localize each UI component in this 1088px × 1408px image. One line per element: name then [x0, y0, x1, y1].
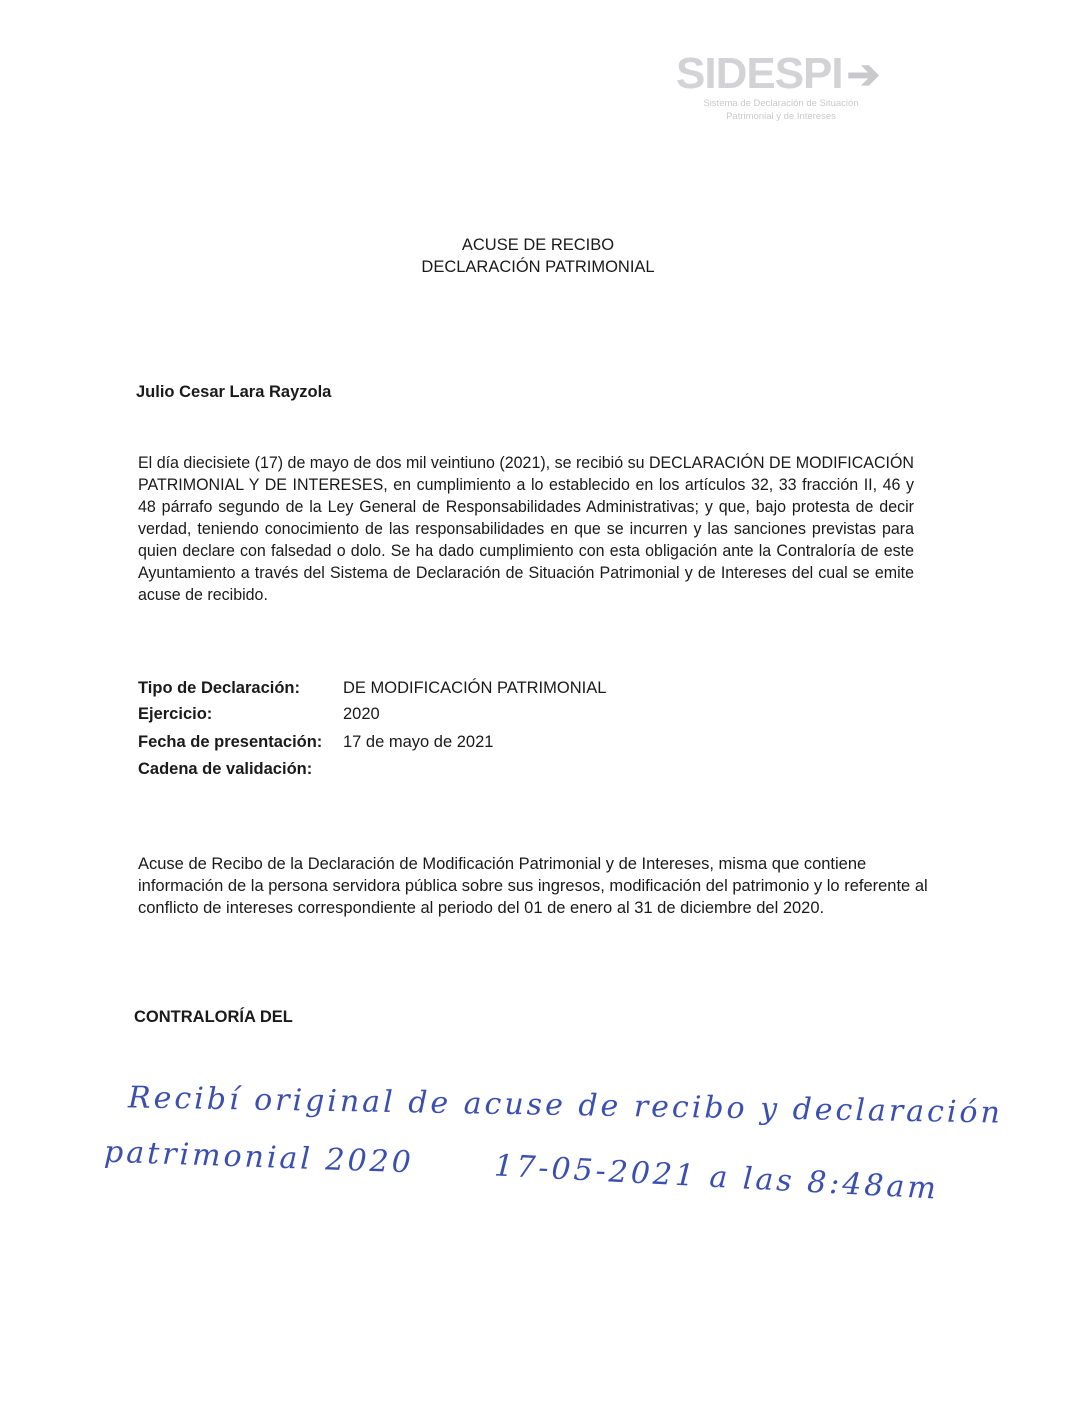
sidespi-logo	[676, 49, 896, 123]
body-paragraph: El día diecisiete (17) de mayo de dos mil veintiuno (2021), se recibió su DECLARACIÓN DE MODIFICACIÓN PATRIMONIAL Y DE INTERESES, en cumplimiento a lo establecido en los artículos 32, 33 fracción II, 46 y 48 párrafo segundo de la Ley General de Responsabilidades Administrativas; y que, bajo protesta de decir verdad, teniendo conocimiento de las responsabilidades en que se incurren y las sanciones previstas para quien declare con falsedad o dolo. Se ha dado cumplimiento con esta obligación ante la Contraloría de este Ayuntamiento a través del Sistema de Declaración de Situación Patrimonial y de Intereses del cual se emite acuse de recibido.	[138, 454, 914, 604]
field-label: Fecha de presentación:	[138, 733, 323, 751]
handwritten-line-1: Recibí original de acuse de recibo y declaración	[127, 1080, 1004, 1131]
logo-wordmark: SIDESPI	[676, 49, 843, 98]
arrow-icon: ➔	[846, 53, 880, 97]
field-label: Cadena de validación:	[138, 760, 313, 778]
field-fecha	[138, 733, 493, 752]
title-line-1: ACUSE DE RECIBO	[461, 236, 615, 254]
recipient-name: Julio Cesar Lara Rayzola	[136, 383, 332, 401]
field-ejercicio	[138, 705, 380, 724]
field-tipo	[138, 679, 606, 698]
logo-subtitle-2: Patrimonial y de Intereses	[726, 111, 836, 122]
handwritten-line-2b: 17-05-2021 a las 8:48am	[493, 1148, 940, 1207]
field-cadena	[138, 760, 343, 779]
logo-subtitle-1: Sistema de Declaración de Situación	[703, 98, 859, 109]
field-value: 2020	[343, 705, 380, 723]
handwritten-line-2a: patrimonial 2020	[103, 1134, 415, 1181]
field-value: DE MODIFICACIÓN PATRIMONIAL	[343, 679, 607, 697]
field-label: Tipo de Declaración:	[138, 679, 300, 697]
signature-block: CONTRALORÍA DEL	[134, 1008, 293, 1026]
title-line-2: DECLARACIÓN PATRIMONIAL	[421, 258, 655, 276]
document-title	[0, 234, 1076, 278]
closing-paragraph: Acuse de Recibo de la Declaración de Modificación Patrimonial y de Intereses, misma que contiene información de la persona servidora pública sobre sus ingresos, modificación del patrimonio y lo referente al conflicto de intereses correspondiente al periodo del 01 de enero al 31 de diciembre del 2020.	[138, 855, 928, 917]
field-value: 17 de mayo de 2021	[343, 733, 494, 751]
field-label: Ejercicio:	[138, 705, 213, 723]
